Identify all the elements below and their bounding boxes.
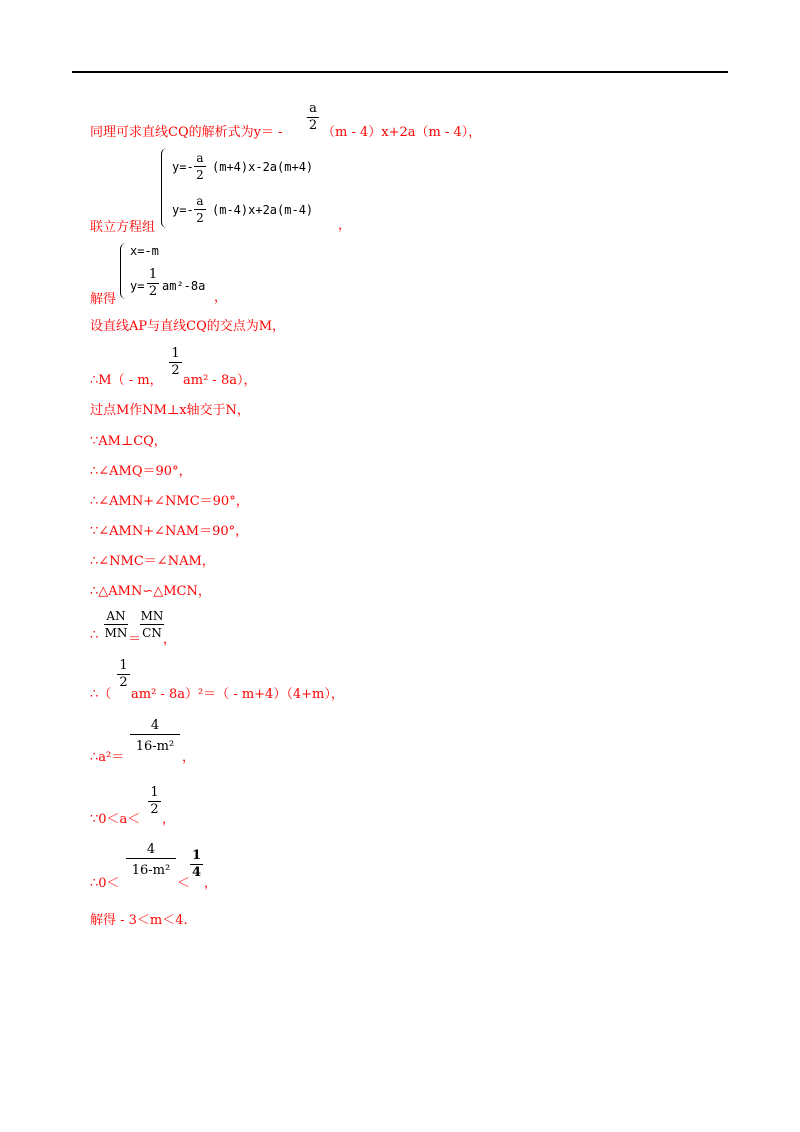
sq-pre: ∴（ (90, 687, 112, 702)
frac-den: 2 (169, 362, 182, 379)
frac-den: 2 (148, 284, 158, 299)
system-end: ， (338, 218, 352, 233)
frac-den: 2 (117, 674, 130, 691)
sys-row2-frac (194, 193, 206, 226)
range-m-frac1 (126, 842, 176, 879)
frac-num: 1 (191, 848, 202, 863)
line-angle-sum1: ∴∠AMN+∠NMC＝90°， (90, 494, 249, 509)
ratio-frac1 (104, 608, 128, 641)
ratio-pre: ∴ (90, 628, 99, 643)
line-cq-expression (90, 121, 282, 140)
m-coord-frac (169, 346, 182, 379)
line-angle-amq: ∴∠AMQ＝90°， (90, 464, 192, 479)
m-coord-post: am² - 8a）， (183, 373, 257, 388)
sol-row2-post: am²-8a (162, 279, 206, 293)
sq-post: am² - 8a）²＝（ - m+4）（4+m）， (131, 687, 344, 702)
frac-num: MN (140, 609, 164, 623)
sys-row1-frac (194, 150, 206, 183)
frac-den: 16-m² (126, 858, 176, 879)
asq-end: ， (182, 750, 196, 765)
system-brace (161, 148, 168, 228)
frac-num: 1 (148, 267, 158, 282)
ratio-eq: ＝ (128, 632, 142, 647)
frac-num: 4 (146, 842, 156, 857)
frac-den: 4 (191, 865, 202, 880)
sol-row2-frac (147, 267, 159, 300)
range-a-pre: ∵0＜a＜ (90, 812, 141, 827)
range-m-pre: ∴0＜ (90, 876, 120, 891)
line-perpendicular: 过点M作NM⊥x轴交于N， (90, 403, 250, 418)
frac-num: a (196, 194, 204, 208)
solution-brace (120, 243, 126, 299)
frac-num: a (309, 101, 317, 116)
header-rule (72, 71, 728, 73)
m-coord-pre: ∴M（ - m， (90, 373, 163, 388)
cq-suffix: （m - 4）x+2a（m - 4）， (322, 125, 482, 140)
frac-num: a (196, 151, 204, 165)
frac-den: 2 (194, 166, 206, 183)
range-a-end: ， (162, 812, 176, 827)
solution-label: 解得 (90, 292, 117, 307)
line-intersection: 设直线AP与直线CQ的交点为M， (90, 319, 286, 334)
line-answer: 解得 - 3＜m＜4. (90, 913, 188, 928)
line-am-perp: ∵AM⊥CQ， (90, 434, 167, 449)
asq-frac (130, 718, 180, 755)
cq-fraction (307, 101, 319, 134)
frac-num: 1 (150, 785, 159, 800)
frac-den: CN (140, 624, 164, 641)
line-similar: ∴△AMN∽△MCN， (90, 584, 211, 599)
sys-row1-post: (m+4)x-2a(m+4) (212, 160, 314, 174)
system-label: 联立方程组 (90, 220, 156, 235)
sq-frac (117, 658, 130, 691)
frac-num: 1 (171, 346, 180, 361)
range-m-end: ， (204, 876, 218, 891)
ratio-frac2 (140, 608, 164, 641)
frac-den: 2 (194, 209, 206, 226)
frac-den: 2 (308, 118, 318, 133)
frac-num: AN (106, 609, 126, 623)
range-a-frac (148, 785, 161, 818)
frac-den: MN (104, 626, 128, 640)
cq-prefix: 同理可求直线CQ的解析式为y＝ - (90, 125, 283, 140)
sol-row1: x=-m (130, 244, 159, 258)
line-angle-sum2: ∵∠AMN+∠NAM＝90°， (90, 524, 249, 539)
sys-row2-post: (m-4)x+2a(m-4) (212, 203, 314, 217)
line-angle-eq: ∴∠NMC＝∠NAM， (90, 554, 215, 569)
asq-pre: ∴a²＝ (90, 750, 125, 765)
range-m-frac2 (190, 848, 203, 881)
ratio-end: ， (163, 632, 177, 647)
frac-den: 2 (148, 801, 161, 818)
solution-end: ， (214, 290, 228, 305)
sys-row1-pre: y=- (172, 160, 194, 174)
frac-num: 1 (119, 658, 128, 673)
sol-row2-pre: y= (130, 279, 145, 293)
sys-row2-pre: y=- (172, 203, 194, 217)
frac-num: 4 (150, 718, 160, 733)
frac-den: 16-m² (130, 734, 180, 755)
range-m-mid: ＜ (177, 876, 191, 891)
